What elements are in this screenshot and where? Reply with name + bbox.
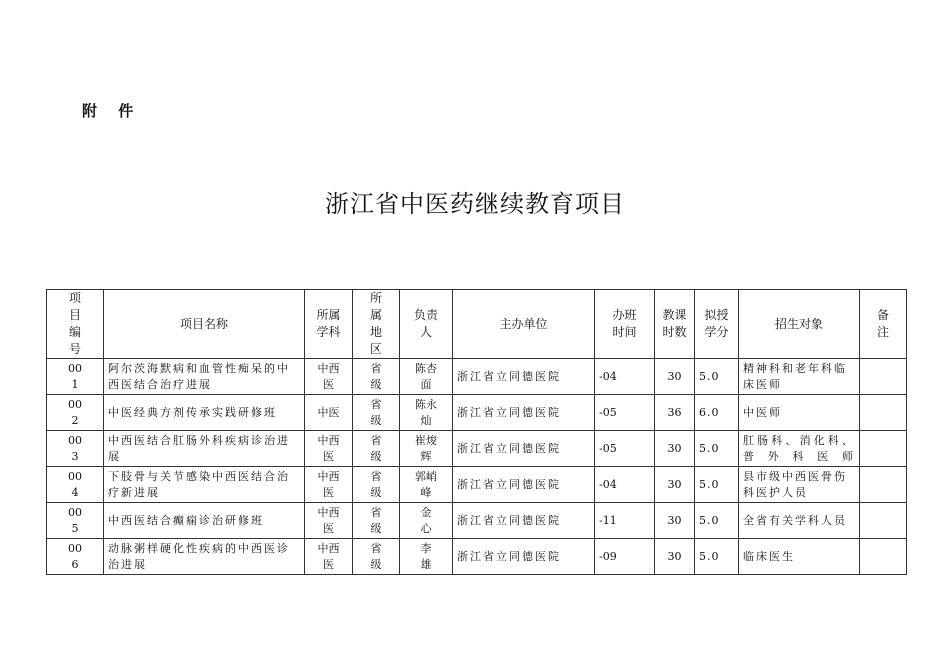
cell-audience: 肛肠科、消化科、普外科医师 bbox=[739, 431, 860, 467]
attachment-label: 附 件 bbox=[82, 102, 142, 120]
cell-discipline: 中西 医 bbox=[305, 467, 353, 503]
header-organizer: 主办单位 bbox=[453, 290, 595, 359]
cell-project-id: 00 5 bbox=[47, 503, 104, 539]
cell-project-name: 动脉粥样硬化性疾病的中西医诊治进展 bbox=[104, 539, 305, 575]
cell-organizer: 浙江省立同德医院 bbox=[453, 359, 595, 395]
header-credits: 拟授 学分 bbox=[695, 290, 739, 359]
table-row bbox=[47, 395, 907, 431]
cell-organizer: 浙江省立同德医院 bbox=[453, 395, 595, 431]
header-remarks: 备 注 bbox=[860, 290, 907, 359]
cell-project-id: 00 1 bbox=[47, 359, 104, 395]
header-project-id: 项 目 编 号 bbox=[47, 290, 104, 359]
header-project-name: 项目名称 bbox=[104, 290, 305, 359]
cell-hours: 30 bbox=[655, 539, 695, 575]
header-audience: 招生对象 bbox=[739, 290, 860, 359]
cell-audience: 精神科和老年科临床医师 bbox=[739, 359, 860, 395]
cell-remarks bbox=[860, 467, 907, 503]
cell-audience: 全省有关学科人员 bbox=[739, 503, 860, 539]
cell-project-name: 下肢骨与关节感染中西医结合治疗新进展 bbox=[104, 467, 305, 503]
cell-time: -04 bbox=[595, 467, 655, 503]
cell-credits: 5.0 bbox=[695, 503, 739, 539]
header-region: 所 属 地 区 bbox=[353, 290, 400, 359]
cell-region: 省 级 bbox=[353, 467, 400, 503]
cell-audience: 中医师 bbox=[739, 395, 860, 431]
project-table bbox=[46, 289, 907, 575]
cell-region: 省 级 bbox=[353, 431, 400, 467]
cell-lead: 陈杏 面 bbox=[400, 359, 453, 395]
table-row bbox=[47, 539, 907, 575]
header-time: 办班 时间 bbox=[595, 290, 655, 359]
table-header-row bbox=[47, 290, 907, 359]
cell-hours: 36 bbox=[655, 395, 695, 431]
cell-remarks bbox=[860, 431, 907, 467]
cell-credits: 5.0 bbox=[695, 539, 739, 575]
table-row bbox=[47, 467, 907, 503]
cell-credits: 6.0 bbox=[695, 395, 739, 431]
cell-remarks bbox=[860, 359, 907, 395]
cell-hours: 30 bbox=[655, 503, 695, 539]
cell-project-id: 00 2 bbox=[47, 395, 104, 431]
cell-project-id: 00 3 bbox=[47, 431, 104, 467]
cell-organizer: 浙江省立同德医院 bbox=[453, 431, 595, 467]
cell-discipline: 中西 医 bbox=[305, 431, 353, 467]
cell-project-name: 中西医结合肛肠外科疾病诊治进展 bbox=[104, 431, 305, 467]
cell-remarks bbox=[860, 503, 907, 539]
cell-credits: 5.0 bbox=[695, 359, 739, 395]
cell-credits: 5.0 bbox=[695, 467, 739, 503]
cell-lead: 金 心 bbox=[400, 503, 453, 539]
cell-region: 省 级 bbox=[353, 539, 400, 575]
cell-project-id: 00 4 bbox=[47, 467, 104, 503]
cell-time: -11 bbox=[595, 503, 655, 539]
cell-project-id: 00 6 bbox=[47, 539, 104, 575]
cell-organizer: 浙江省立同德医院 bbox=[453, 467, 595, 503]
cell-project-name: 中医经典方剂传承实践研修班 bbox=[104, 395, 305, 431]
cell-discipline: 中西 医 bbox=[305, 539, 353, 575]
table-row bbox=[47, 503, 907, 539]
cell-time: -09 bbox=[595, 539, 655, 575]
cell-lead: 郭峭 峰 bbox=[400, 467, 453, 503]
cell-remarks bbox=[860, 539, 907, 575]
cell-time: -05 bbox=[595, 431, 655, 467]
header-lead: 负责 人 bbox=[400, 290, 453, 359]
cell-discipline: 中西 医 bbox=[305, 503, 353, 539]
cell-region: 省 级 bbox=[353, 359, 400, 395]
cell-discipline: 中西 医 bbox=[305, 359, 353, 395]
cell-credits: 5.0 bbox=[695, 431, 739, 467]
cell-audience: 县市级中西医骨伤科医护人员 bbox=[739, 467, 860, 503]
document-title: 浙江省中医药继续教育项目 bbox=[325, 190, 625, 218]
header-discipline: 所属 学科 bbox=[305, 290, 353, 359]
table-row bbox=[47, 359, 907, 395]
cell-region: 省 级 bbox=[353, 503, 400, 539]
cell-organizer: 浙江省立同德医院 bbox=[453, 539, 595, 575]
cell-project-name: 阿尔茨海默病和血管性痴呆的中西医结合治疗进展 bbox=[104, 359, 305, 395]
cell-time: -04 bbox=[595, 359, 655, 395]
cell-project-name: 中西医结合癫痫诊治研修班 bbox=[104, 503, 305, 539]
cell-organizer: 浙江省立同德医院 bbox=[453, 503, 595, 539]
cell-discipline: 中医 bbox=[305, 395, 353, 431]
header-hours: 教课 时数 bbox=[655, 290, 695, 359]
cell-hours: 30 bbox=[655, 431, 695, 467]
table-row bbox=[47, 431, 907, 467]
cell-hours: 30 bbox=[655, 359, 695, 395]
cell-time: -05 bbox=[595, 395, 655, 431]
cell-hours: 30 bbox=[655, 467, 695, 503]
cell-lead: 陈永 灿 bbox=[400, 395, 453, 431]
cell-lead: 李 雄 bbox=[400, 539, 453, 575]
cell-region: 省 级 bbox=[353, 395, 400, 431]
cell-audience: 临床医生 bbox=[739, 539, 860, 575]
cell-lead: 崔焌 辉 bbox=[400, 431, 453, 467]
cell-remarks bbox=[860, 395, 907, 431]
